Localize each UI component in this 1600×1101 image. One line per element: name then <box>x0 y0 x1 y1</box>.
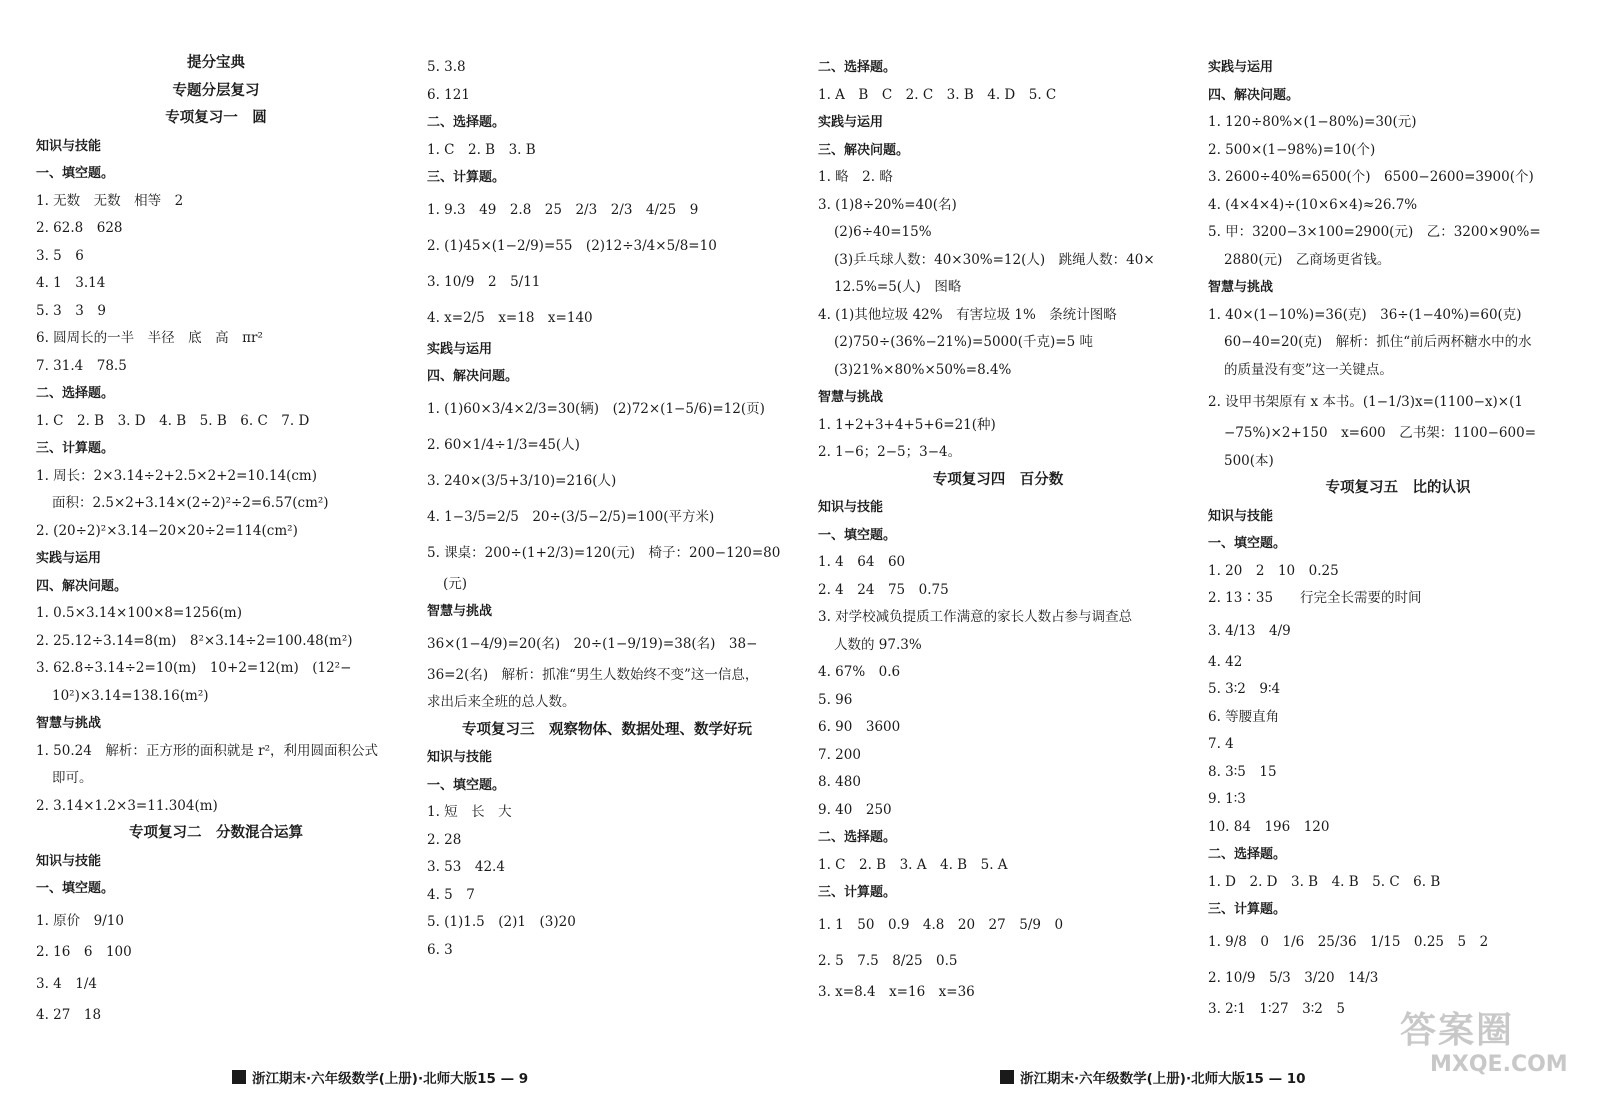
answer-line: 2. 1−6；2−5；3−4。 <box>818 444 962 460</box>
watermark <box>1400 1010 1590 1090</box>
answer-line: 4. 67% 0.6 <box>818 664 901 680</box>
answer-line: 8. 480 <box>818 774 861 790</box>
answer-line: 6. 121 <box>427 86 470 103</box>
section-heading: 一、填空题。 <box>36 166 115 181</box>
section-heading: 知识与技能 <box>1208 508 1274 524</box>
section-title: 专题分层复习 <box>172 82 260 99</box>
answer-line: 3. 4 1/4 <box>36 976 97 992</box>
answer-line: 2. 500×(1−98%)=10(个) <box>1208 141 1376 158</box>
answer-line: 5. 3 3 9 <box>36 302 106 319</box>
answer-line: 4. (1)其他垃圾 42% 有害垃圾 1% 条统计图略 <box>818 306 1117 323</box>
answer-line: 1. 0.5×3.14×100×8=1256(m) <box>36 605 242 621</box>
answer-line: 5. 3∶2 9∶4 <box>1208 681 1281 697</box>
answer-line: (元) <box>443 575 468 592</box>
section-heading: 知识与技能 <box>36 853 102 869</box>
answer-line: 6. 3 <box>427 941 453 958</box>
answer-line: 7. 31.4 78.5 <box>36 357 127 374</box>
answer-line: (3)21%×80%×50%=8.4% <box>834 361 1012 378</box>
answer-line: 4. 27 18 <box>36 1007 102 1023</box>
column-3 <box>818 54 1178 1006</box>
section-heading: 二、选择题。 <box>427 115 506 130</box>
answer-line: 1. 周长：2×3.14÷2+2.5×2+2=10.14(cm) <box>36 467 317 484</box>
answer-line: 4. 5 7 <box>427 886 475 903</box>
answer-line: 1. 20 2 10 0.25 <box>1208 562 1339 579</box>
section-title: 提分宝典 <box>187 55 245 71</box>
section-heading: 二、选择题。 <box>1208 847 1287 862</box>
section-title: 专项复习二 分数混合运算 <box>129 825 303 841</box>
answer-line: 4. x=2/5 x=18 x=140 <box>427 309 593 326</box>
answer-line: 3. 62.8÷3.14÷2=10(m) 10+2=12(m) (12²− <box>36 660 352 676</box>
answer-line: 5. 课桌：200÷(1+2/3)=120(元) 椅子：200−120=80 <box>427 544 781 561</box>
answer-line: 求出后来全班的总人数。 <box>427 694 576 710</box>
section-heading: 智慧与挑战 <box>818 390 884 405</box>
answer-line: 1. 1+2+3+4+5+6=21(种) <box>818 416 996 433</box>
square-icon <box>232 1070 246 1084</box>
footer-text: 浙江期末·六年级数学(上册)·北师大版15 — 10 <box>1020 1071 1306 1087</box>
answer-line: 人数的 97.3% <box>834 636 922 653</box>
answer-line: 3. 10/9 2 5/11 <box>427 273 541 290</box>
answer-line: 5. (1)1.5 (2)1 (3)20 <box>427 914 576 930</box>
section-title: 专项复习四 百分数 <box>932 471 1064 488</box>
section-heading: 智慧与挑战 <box>1208 280 1274 295</box>
section-heading: 实践与运用 <box>36 551 102 566</box>
answer-line: 3. 4/13 4/9 <box>1208 622 1291 639</box>
answer-line: 2. 4 24 75 0.75 <box>818 581 949 598</box>
answer-line: 1. C 2. B 3. D 4. B 5. B 6. C 7. D <box>36 412 310 429</box>
answer-line: 1. 9.3 49 2.8 25 2/3 2/3 4/25 9 <box>427 201 699 218</box>
answer-line: −75%)×2+150 x=600 乙书架：1100−600= <box>1224 425 1537 441</box>
answer-line: 1. 50.24 解析：正方形的面积就是 r²，利用圆面积公式 <box>36 742 378 759</box>
answer-line: 4. 1−3/5=2/5 20÷(3/5−2/5)=100(平方米) <box>427 508 715 525</box>
section-heading: 知识与技能 <box>818 500 884 515</box>
answer-line: 8. 3∶5 15 <box>1208 763 1277 780</box>
answer-line: 2. 5 7.5 8/25 0.5 <box>818 952 958 969</box>
answer-line: (2)6÷40=15% <box>834 224 932 240</box>
watermark-logo-text: 答案圈 <box>1400 1010 1515 1051</box>
answer-line: (3)乒乓球人数：40×30%=12(人) 跳绳人数：40× <box>834 251 1155 268</box>
section-heading: 三、计算题。 <box>36 441 115 456</box>
section-heading: 一、填空题。 <box>427 777 506 793</box>
section-heading: 三、计算题。 <box>818 885 897 900</box>
section-heading: 二、选择题。 <box>818 60 897 75</box>
answer-line: 1. 无数 无数 相等 2 <box>36 192 184 209</box>
footer-text: 浙江期末·六年级数学(上册)·北师大版15 — 9 <box>252 1071 529 1087</box>
section-heading: 二、选择题。 <box>36 386 115 401</box>
answer-line: 3. x=8.4 x=16 x=36 <box>818 983 975 1000</box>
column-4 <box>1208 54 1588 1023</box>
section-heading: 智慧与挑战 <box>36 716 102 731</box>
answer-line: 500(本) <box>1224 452 1274 469</box>
answer-line: 2. 13∶35 行完全长需要的时间 <box>1208 590 1422 606</box>
section-heading: 一、填空题。 <box>818 527 897 543</box>
answer-line: 1. 9/8 0 1/6 25/36 1/15 0.25 5 2 <box>1208 933 1489 950</box>
page-footer-right <box>1000 1066 1306 1088</box>
answer-line: 3. 2600÷40%=6500(个) 6500−2600=3900(个) <box>1208 169 1534 185</box>
answer-line: 2. 62.8 628 <box>36 220 123 236</box>
answer-line: 9. 1∶3 <box>1208 791 1246 807</box>
section-heading: 实践与运用 <box>1208 60 1274 75</box>
answer-line: 10²)×3.14=138.16(m²) <box>52 687 209 704</box>
answer-line: 9. 40 250 <box>818 801 892 818</box>
answer-line: 2. 60×1/4÷1/3=45(人) <box>427 436 580 453</box>
answer-line: 2. (1)45×(1−2/9)=55 (2)12÷3/4×5/8=10 <box>427 237 717 254</box>
answer-line: 3. 5 6 <box>36 247 84 264</box>
answer-line: 1. 短 长 大 <box>427 804 512 820</box>
section-heading: 知识与技能 <box>427 750 493 765</box>
section-heading: 实践与运用 <box>818 115 884 130</box>
section-heading: 一、填空题。 <box>1208 536 1287 551</box>
answer-line: 1. C 2. B 3. B <box>427 141 536 158</box>
answer-line: 2. 3.14×1.2×3=11.304(m) <box>36 797 218 814</box>
answer-line: 面积：2.5×2+3.14×(2÷2)²÷2=6.57(cm²) <box>52 495 329 511</box>
answer-line: 1. 略 2. 略 <box>818 169 893 185</box>
answer-line: 2. 设甲书架原有 x 本书。(1−1/3)x=(1100−x)×(1 <box>1208 394 1523 410</box>
section-title: 专项复习五 比的认识 <box>1325 480 1471 496</box>
answer-line: (2)750÷(36%−21%)=5000(千克)=5 吨 <box>834 334 1093 350</box>
answer-line: 3. (1)8÷20%=40(名) <box>818 196 957 213</box>
answer-line: 4. (4×4×4)÷(10×6×4)≈26.7% <box>1208 196 1418 213</box>
answer-line: 6. 90 3600 <box>818 719 901 735</box>
column-1 <box>36 50 396 1030</box>
answer-line: 5. 3.8 <box>427 59 466 75</box>
section-heading: 三、计算题。 <box>1208 902 1287 917</box>
answer-line: 36=2(名) 解析：抓准“男生人数始终不变”这一信息， <box>427 666 759 683</box>
answer-line: 2. 25.12÷3.14=8(m) 8²×3.14÷2=100.48(m²) <box>36 632 353 649</box>
answer-line: 7. 200 <box>818 746 861 763</box>
answer-line: 1. D 2. D 3. B 4. B 5. C 6. B <box>1208 873 1441 890</box>
answer-line: 3. 53 42.4 <box>427 859 505 875</box>
answer-line: 1. A B C 2. C 3. B 4. D 5. C <box>818 86 1057 103</box>
answer-line: 1. (1)60×3/4×2/3=30(辆) (2)72×(1−5/6)=12(页) <box>427 400 765 417</box>
answer-line: 6. 圆周长的一半 半径 底 高 πr² <box>36 330 263 346</box>
answer-line: 的质量没有变”这一关键点。 <box>1224 361 1393 378</box>
answer-line: 6. 等腰直角 <box>1208 708 1280 725</box>
answer-line: 12.5%=5(人) 图略 <box>834 279 962 295</box>
answer-line: 5. 甲：3200−3×100=2900(元) 乙：3200×90%= <box>1208 224 1541 240</box>
answer-line: 1. 1 50 0.9 4.8 20 27 5/9 0 <box>818 916 1064 933</box>
section-heading: 实践与运用 <box>427 341 493 357</box>
answer-line: 即可。 <box>52 770 93 786</box>
section-heading: 智慧与挑战 <box>427 604 493 619</box>
section-heading: 四、解决问题。 <box>427 369 519 384</box>
answer-line: 5. 96 <box>818 691 853 708</box>
answer-line: 2. 16 6 100 <box>36 943 132 960</box>
answer-line: 4. 1 3.14 <box>36 275 106 291</box>
section-heading: 三、计算题。 <box>427 170 506 185</box>
section-title: 专项复习一 圆 <box>165 110 267 126</box>
answer-line: 2. 28 <box>427 831 462 848</box>
section-heading: 二、选择题。 <box>818 830 897 845</box>
section-heading: 三、解决问题。 <box>818 142 910 158</box>
answer-line: 1. 4 64 60 <box>818 554 906 570</box>
answer-line: 1. 120÷80%×(1−80%)=30(元) <box>1208 114 1417 130</box>
section-heading: 四、解决问题。 <box>1208 87 1300 103</box>
section-heading: 知识与技能 <box>36 138 102 154</box>
answer-line: 3. 对学校减负提质工作满意的家长人数占参与调查总 <box>818 609 1133 625</box>
answer-line: 10. 84 196 120 <box>1208 818 1330 835</box>
answer-line: 60−40=20(克) 解析：抓住“前后两杯糖水中的水 <box>1224 334 1532 350</box>
answer-line: 1. 原价 9/10 <box>36 912 124 929</box>
watermark-url: MXQE.COM <box>1430 1052 1568 1077</box>
answer-line: 2880(元) 乙商场更省钱。 <box>1224 251 1391 268</box>
answer-line: 1. 40×(1−10%)=36(克) 36÷(1−40%)=60(克) <box>1208 306 1522 323</box>
answer-line: 4. 42 <box>1208 653 1243 670</box>
page-footer-left <box>232 1066 528 1088</box>
section-heading: 四、解决问题。 <box>36 578 128 594</box>
section-title: 专项复习三 观察物体、数据处理、数学好玩 <box>462 721 752 738</box>
answer-line: 1. C 2. B 3. A 4. B 5. A <box>818 856 1008 873</box>
section-heading: 一、填空题。 <box>36 881 115 896</box>
square-icon <box>1000 1070 1014 1084</box>
answer-line: 36×(1−4/9)=20(名) 20÷(1−9/19)=38(名) 38− <box>427 635 758 652</box>
answer-line: 7. 4 <box>1208 736 1234 752</box>
answer-line: 3. 240×(3/5+3/10)=216(人) <box>427 472 617 489</box>
column-2 <box>427 54 787 964</box>
answer-line: 2. 10/9 5/3 3/20 14/3 <box>1208 969 1379 986</box>
answer-line: 2. (20÷2)²×3.14−20×20÷2=114(cm²) <box>36 522 298 539</box>
answer-line: 3. 2∶1 1∶27 3∶2 5 <box>1208 1000 1345 1017</box>
